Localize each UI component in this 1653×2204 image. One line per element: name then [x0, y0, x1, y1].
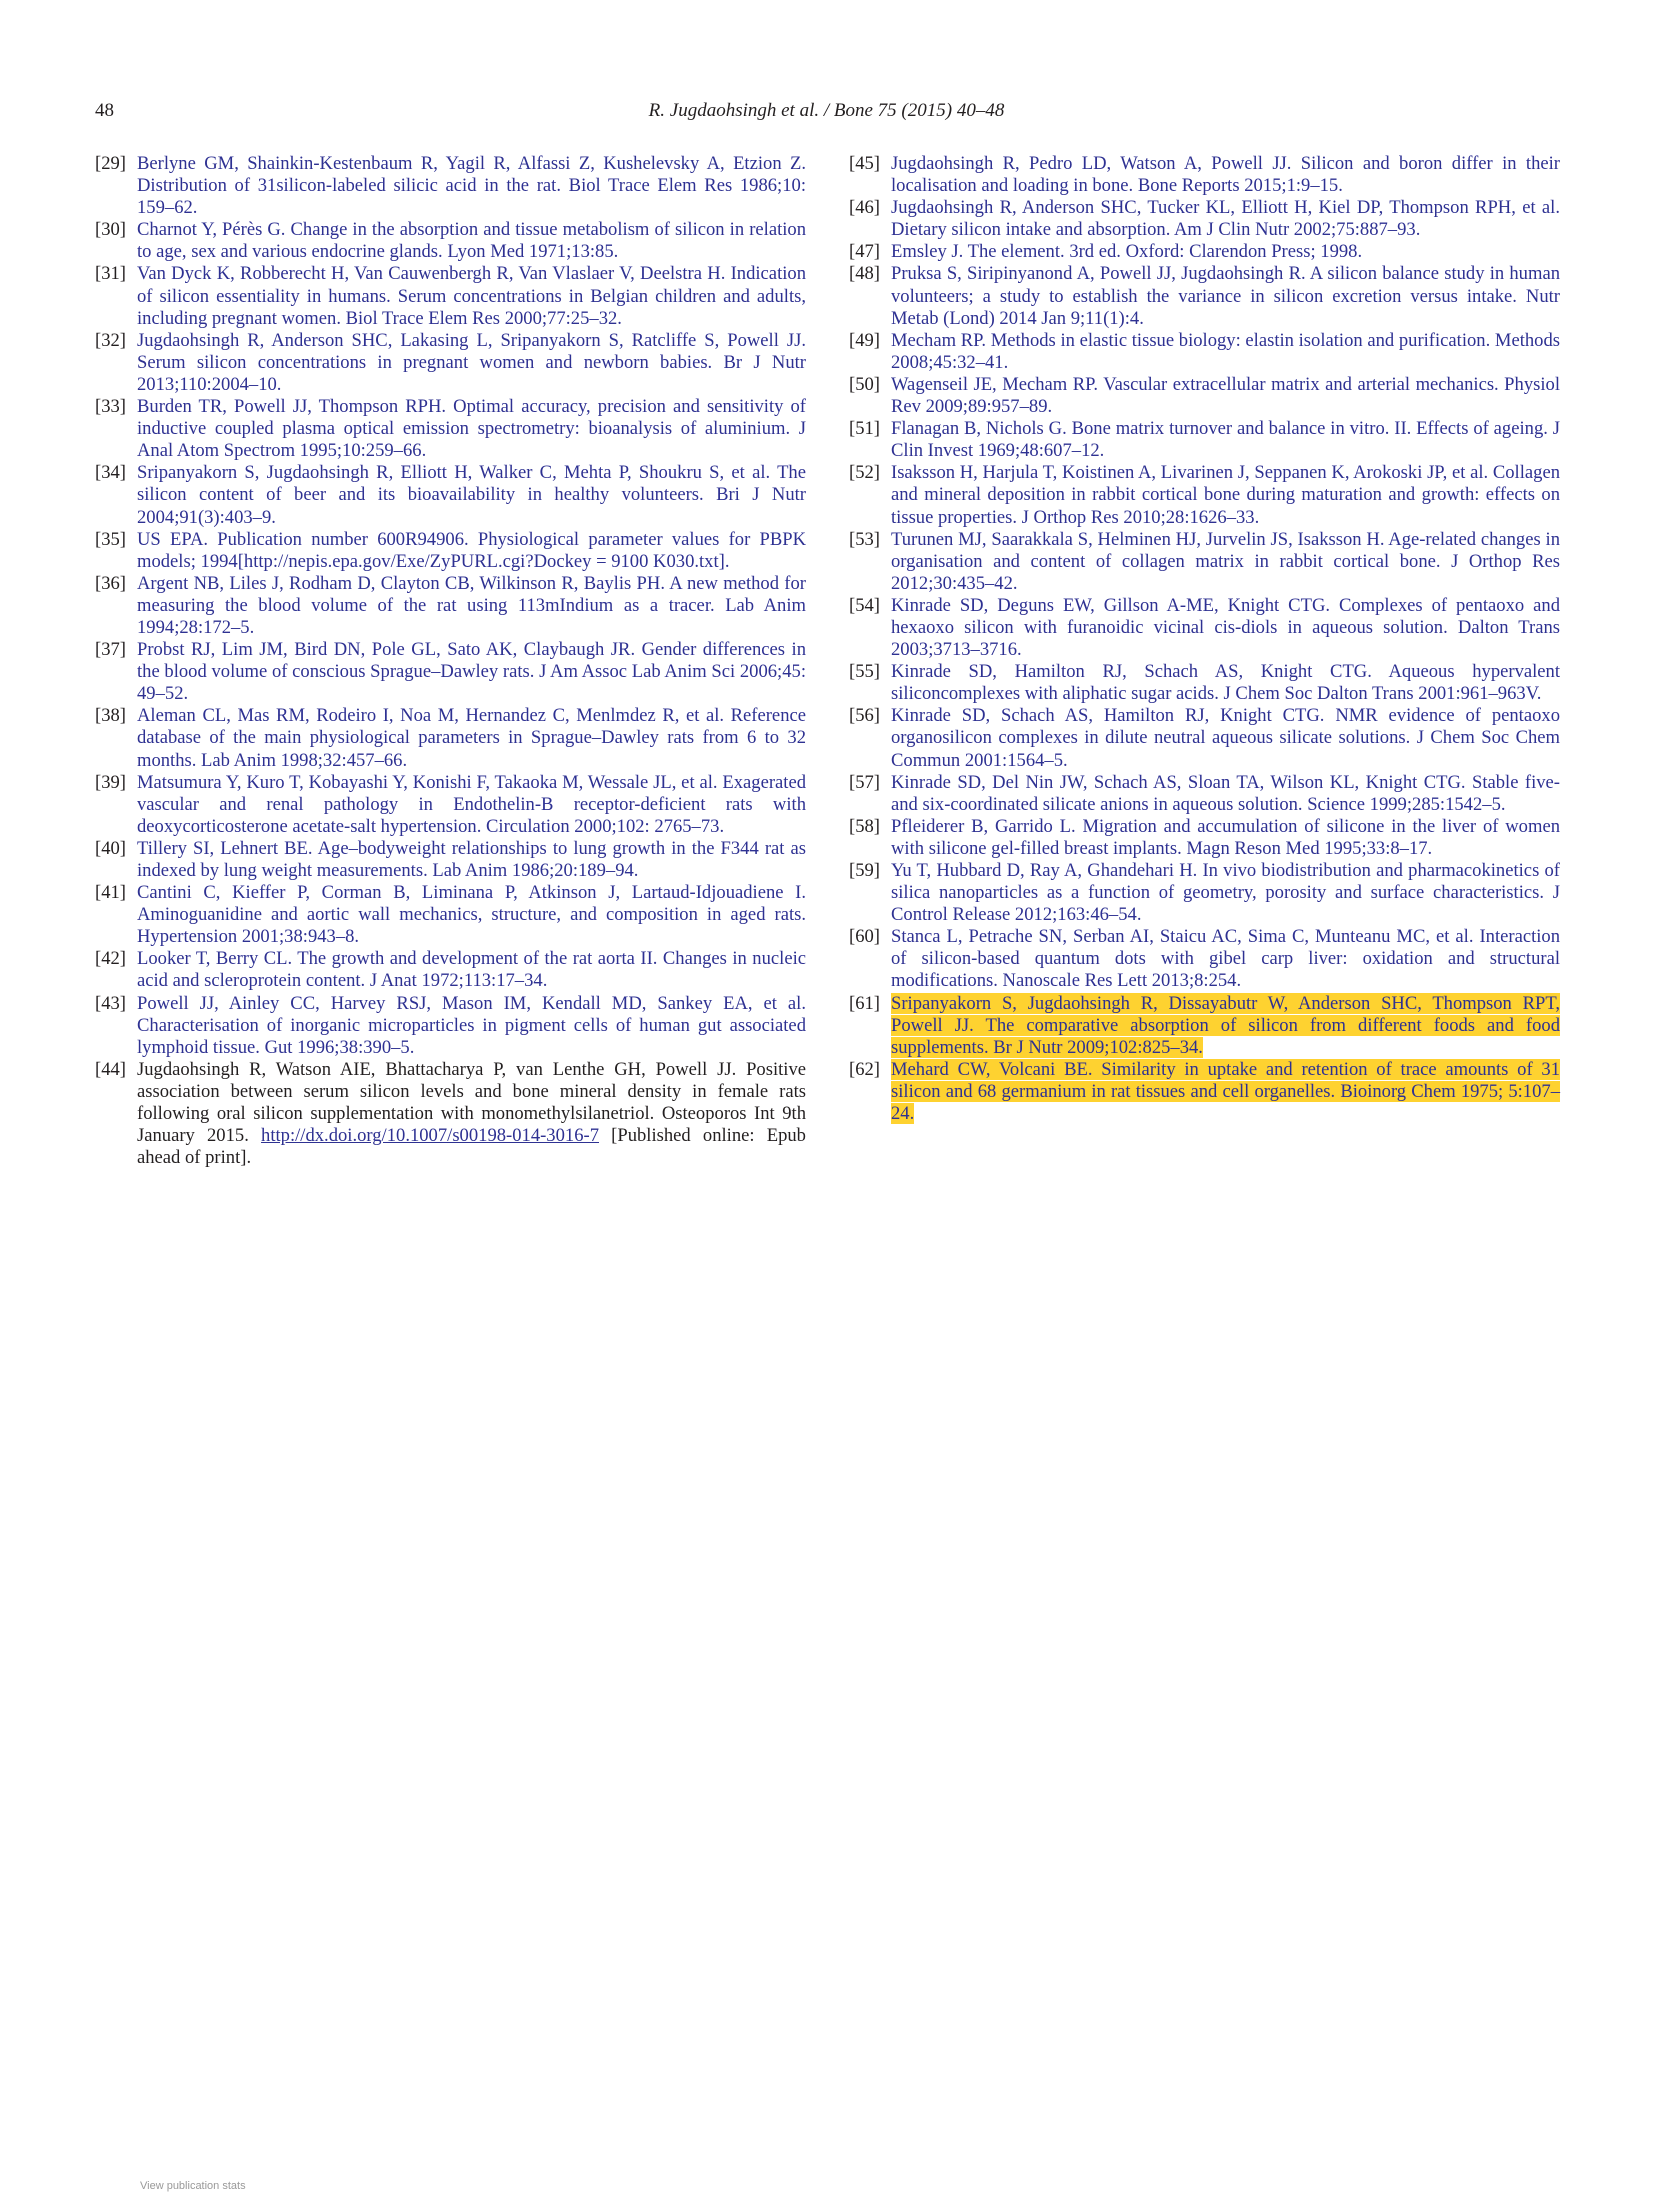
reference-item [849, 772, 1560, 816]
reference-number: [57] [849, 771, 880, 793]
reference-number: [61] [849, 992, 880, 1014]
reference-item [849, 860, 1560, 926]
reference-text[interactable]: Argent NB, Liles J, Rodham D, Clayton CB, Wilkinson R, Baylis PH. A new method for measuring the blood volume of the rat using 113mIndium as a tracer. Lab Anim 1994;28:172–5. [137, 572, 806, 638]
reference-number: [56] [849, 705, 880, 727]
reference-number: [44] [95, 1058, 126, 1080]
reference-item [849, 462, 1560, 528]
reference-item [95, 993, 806, 1059]
view-publication-stats-link[interactable]: View publication stats [140, 2180, 246, 2192]
reference-item [95, 529, 806, 573]
reference-text[interactable]: US EPA. Publication number 600R94906. Physiological parameter values for PBPK models; 1994[http://nepis.epa.gov/Exe/ZyPURL.cgi?Dockey = 9100 K030.txt]. [137, 528, 806, 572]
reference-item [95, 772, 806, 838]
reference-number: [55] [849, 661, 880, 683]
reference-text[interactable]: Pfleiderer B, Garrido L. Migration and accumulation of silicone in the liver of women with silicone gel-filled breast implants. Magn Reson Med 1995;33:8–17. [891, 815, 1560, 859]
reference-text[interactable]: Emsley J. The element. 3rd ed. Oxford: Clarendon Press; 1998. [891, 241, 1363, 263]
reference-number: [32] [95, 329, 126, 351]
reference-number: [42] [95, 948, 126, 970]
reference-number: [47] [849, 241, 880, 263]
reference-text[interactable]: Stanca L, Petrache SN, Serban AI, Staicu AC, Sima C, Munteanu MC, et al. Interaction of silicon-based quantum dots with gibel carp liver: oxidation and structural modifications. Nanoscale Res Lett 2013;8:254. [891, 926, 1560, 992]
reference-item [849, 705, 1560, 771]
reference-number: [43] [95, 992, 126, 1014]
reference-item [95, 219, 806, 263]
reference-item [849, 1059, 1560, 1125]
references-left-column [95, 153, 806, 1169]
reference-text[interactable]: Matsumura Y, Kuro T, Kobayashi Y, Konishi F, Takaoka M, Wessale JL, et al. Exagerated vascular and renal pathology in Endothelin-B receptor-deficient rats with deoxycorticosterone acetate-salt hypertension. Circulation 2000;102: 2765–73. [137, 771, 806, 837]
reference-item [95, 639, 806, 705]
reference-item [849, 993, 1560, 1059]
reference-number: [30] [95, 219, 126, 241]
reference-number: [36] [95, 572, 126, 594]
reference-number: [29] [95, 153, 126, 174]
reference-number: [50] [849, 373, 880, 395]
reference-number: [46] [849, 197, 880, 219]
reference-item [95, 330, 806, 396]
highlighted-reference-text: Sripanyakorn S, Jugdaohsingh R, Dissayabutr W, Anderson SHC, Thompson RPT, Powell JJ. The comparative absorption of silicon from different foods and food supplements. Br J Nutr 2009;102:825–34. [891, 992, 1560, 1058]
reference-item [849, 926, 1560, 992]
reference-text[interactable]: Sripanyakorn S, Jugdaohsingh R, Elliott H, Walker C, Mehta P, Shoukru S, et al. The silicon content of beer and its bioavailability in healthy volunteers. Bri J Nutr 2004;91(3):403–9. [137, 462, 806, 528]
reference-number: [51] [849, 418, 880, 440]
page-number: 48 [95, 100, 114, 121]
reference-item [95, 882, 806, 948]
reference-text[interactable]: Tillery SI, Lehnert BE. Age–bodyweight relationships to lung growth in the F344 rat as indexed by lung weight measurements. Lab Anim 1986;20:189–94. [137, 837, 806, 881]
reference-text[interactable]: Probst RJ, Lim JM, Bird DN, Pole GL, Sato AK, Claybaugh JR. Gender differences in the blood volume of conscious Sprague–Dawley rats. J Am Assoc Lab Anim Sci 2006;45: 49–52. [137, 639, 806, 705]
reference-item [95, 705, 806, 771]
reference-text[interactable]: Kinrade SD, Deguns EW, Gillson A-ME, Knight CTG. Complexes of pentaoxo and hexaoxo silicon with furanoidic vicinal cis-diols in aqueous solution. Dalton Trans 2003;3713–3716. [891, 594, 1560, 661]
reference-item [95, 838, 806, 882]
reference-number: [39] [95, 771, 126, 793]
reference-text[interactable]: Powell JJ, Ainley CC, Harvey RSJ, Mason IM, Kendall MD, Sankey EA, et al. Characterisation of inorganic microparticles in pigment cells of human gut associated lymphoid tissue. Gut 1996;38:390–5. [137, 992, 806, 1058]
reference-text[interactable]: Wagenseil JE, Mecham RP. Vascular extracellular matrix and arterial mechanics. Physiol Rev 2009;89:957–89. [891, 373, 1560, 418]
reference-item [849, 153, 1560, 197]
reference-text-before-link: Jugdaohsingh R, Watson AIE, Bhattacharya P, van Lenthe GH, Powell JJ. Positive association between serum silicon levels and bone mineral density in female rats following oral silicon supplementation with monomethylsilanetriol. Osteoporos Int 9th January 2015. [137, 1058, 806, 1147]
doi-link[interactable]: http://dx.doi.org/10.1007/s00198-014-3016-7 [261, 1125, 599, 1147]
reference-text[interactable]: Jugdaohsingh R, Anderson SHC, Tucker KL, Elliott H, Kiel DP, Thompson RPH, et al. Dietary silicon intake and absorption. Am J Clin Nutr 2002;75:887–93. [891, 197, 1560, 241]
reference-number: [54] [849, 594, 880, 616]
reference-number: [41] [95, 882, 126, 904]
highlighted-reference-text: Mehard CW, Volcani BE. Similarity in uptake and retention of trace amounts of 31 silicon and 68 germanium in rat tissues and cell organelles. Bioinorg Chem 1975; 5:107–24. [891, 1058, 1560, 1125]
reference-number: [58] [849, 815, 880, 837]
reference-text-after-link: [Published online: Epub ahead of print]. [137, 1125, 806, 1169]
reference-text[interactable]: Isaksson H, Harjula T, Koistinen A, Livarinen J, Seppanen K, Arokoski JP, et al. Collagen and mineral deposition in rabbit cortical bone during maturation and growth: effects on tissue properties. J Orthop Res 2010;28:1626–33. [891, 462, 1560, 528]
reference-text[interactable]: Flanagan B, Nichols G. Bone matrix turnover and balance in vitro. II. Effects of ageing. J Clin Invest 1969;48:607–12. [891, 418, 1560, 462]
reference-number: [52] [849, 462, 880, 484]
reference-item [849, 595, 1560, 661]
running-head: R. Jugdaohsingh et al. / Bone 75 (2015) 40–48 [648, 100, 1005, 121]
reference-text[interactable]: Kinrade SD, Del Nin JW, Schach AS, Sloan TA, Wilson KL, Knight CTG. Stable five- and six-coordinated silicate anions in aqueous solution. Science 1999;285:1542–5. [891, 771, 1560, 815]
reference-item [849, 263, 1560, 329]
reference-item [849, 197, 1560, 241]
reference-item [849, 529, 1560, 595]
reference-text[interactable]: Burden TR, Powell JJ, Thompson RPH. Optimal accuracy, precision and sensitivity of inductive coupled plasma optical emission spectrometry: bioanalysis of aluminium. J Anal Atom Spectrom 1995;10:259–66. [137, 396, 806, 462]
reference-item [849, 816, 1560, 860]
reference-text[interactable]: Van Dyck K, Robberecht H, Van Cauwenbergh R, Van Vlaslaer V, Deelstra H. Indication of silicon essentiality in humans. Serum concentrations in Belgian children and adults, including pregnant women. Biol Trace Elem Res 2000;77:25–32. [137, 263, 806, 329]
reference-text[interactable]: Turunen MJ, Saarakkala S, Helminen HJ, Jurvelin JS, Isaksson H. Age-related changes in organisation and content of collagen matrix in rabbit cortical bone. J Orthop Res 2012;30:435–42. [891, 528, 1560, 594]
reference-number: [35] [95, 528, 126, 550]
reference-item [95, 573, 806, 639]
reference-text[interactable]: Berlyne GM, Shainkin-Kestenbaum R, Yagil R, Alfassi Z, Kushelevsky A, Etzion Z. Distribution of 31silicon-labeled silicic acid in the rat. Biol Trace Elem Res 1986;10: 159–62. [137, 153, 806, 219]
reference-item [95, 396, 806, 462]
reference-text[interactable]: Kinrade SD, Schach AS, Hamilton RJ, Knight CTG. NMR evidence of pentaoxo organosilicon complexes in dilute neutral aqueous silicate solutions. J Chem Soc Chem Commun 2001:1564–5. [891, 705, 1560, 771]
reference-text[interactable]: Yu T, Hubbard D, Ray A, Ghandehari H. In vivo biodistribution and pharmacokinetics of silica nanoparticles as a function of geometry, porosity and surface characteristics. J Control Release 2012;163:46–54. [891, 860, 1560, 926]
reference-item [849, 418, 1560, 462]
reference-item [849, 661, 1560, 705]
reference-number: [53] [849, 528, 880, 550]
reference-item [849, 241, 1560, 263]
reference-text[interactable]: Mecham RP. Methods in elastic tissue biology: elastin isolation and purification. Methods 2008;45:32–41. [891, 329, 1560, 373]
reference-number: [38] [95, 705, 126, 727]
reference-number: [48] [849, 263, 880, 285]
reference-number: [34] [95, 462, 126, 484]
reference-text[interactable] [891, 993, 1560, 1059]
reference-text[interactable]: Kinrade SD, Hamilton RJ, Schach AS, Knight CTG. Aqueous hypervalent siliconcomplexes with aliphatic sugar acids. J Chem Soc Dalton Trans 2001:961–963V. [891, 661, 1560, 705]
reference-number: [59] [849, 860, 880, 881]
reference-number: [40] [95, 837, 126, 859]
reference-text[interactable]: Cantini C, Kieffer P, Corman B, Liminana P, Atkinson J, Lartaud-Idjouadiene I. Aminoguanidine and aortic wall mechanics, structure, and composition in aged rats. Hypertension 2001;38:943–8. [137, 882, 806, 948]
reference-item [95, 948, 806, 992]
reference-text[interactable]: Jugdaohsingh R, Anderson SHC, Lakasing L, Sripanyakorn S, Ratcliffe S, Powell JJ. Serum silicon concentrations in pregnant women and newborn babies. Br J Nutr 2013;110:2004–10. [137, 329, 806, 395]
reference-item [95, 153, 806, 219]
reference-item [849, 374, 1560, 418]
reference-text [137, 1059, 806, 1169]
reference-item [95, 462, 806, 528]
reference-number: [45] [849, 153, 880, 174]
reference-item [849, 330, 1560, 374]
reference-text[interactable] [891, 1059, 1560, 1125]
reference-number: [31] [95, 263, 126, 285]
reference-item [95, 1059, 806, 1169]
reference-number: [37] [95, 639, 126, 661]
reference-text[interactable]: Aleman CL, Mas RM, Rodeiro I, Noa M, Hernandez C, Menlmdez R, et al. Reference database of the main physiological parameters in Sprague–Dawley rats from 6 to 32 months. Lab Anim 1998;32:457–66. [137, 705, 806, 771]
reference-text[interactable]: Looker T, Berry CL. The growth and development of the rat aorta II. Changes in nucleic acid and scleroprotein content. J Anat 1972;113:17–34. [137, 948, 806, 992]
reference-text[interactable]: Charnot Y, Pérès G. Change in the absorption and tissue metabolism of silicon in relation to age, sex and various endocrine glands. Lyon Med 1971;13:85. [137, 219, 806, 263]
reference-text[interactable]: Pruksa S, Siripinyanond A, Powell JJ, Jugdaohsingh R. A silicon balance study in human volunteers; a study to establish the variance in silicon excretion versus intake. Nutr Metab (Lond) 2014 Jan 9;11(1):4. [891, 263, 1560, 329]
reference-item [95, 263, 806, 329]
reference-text[interactable]: Jugdaohsingh R, Pedro LD, Watson A, Powell JJ. Silicon and boron differ in their localisation and loading in bone. Bone Reports 2015;1:9–15. [891, 153, 1560, 197]
reference-number: [49] [849, 329, 880, 351]
reference-number: [60] [849, 926, 880, 948]
references-right-column [849, 153, 1560, 1125]
reference-number: [62] [849, 1058, 880, 1080]
reference-number: [33] [95, 396, 126, 418]
